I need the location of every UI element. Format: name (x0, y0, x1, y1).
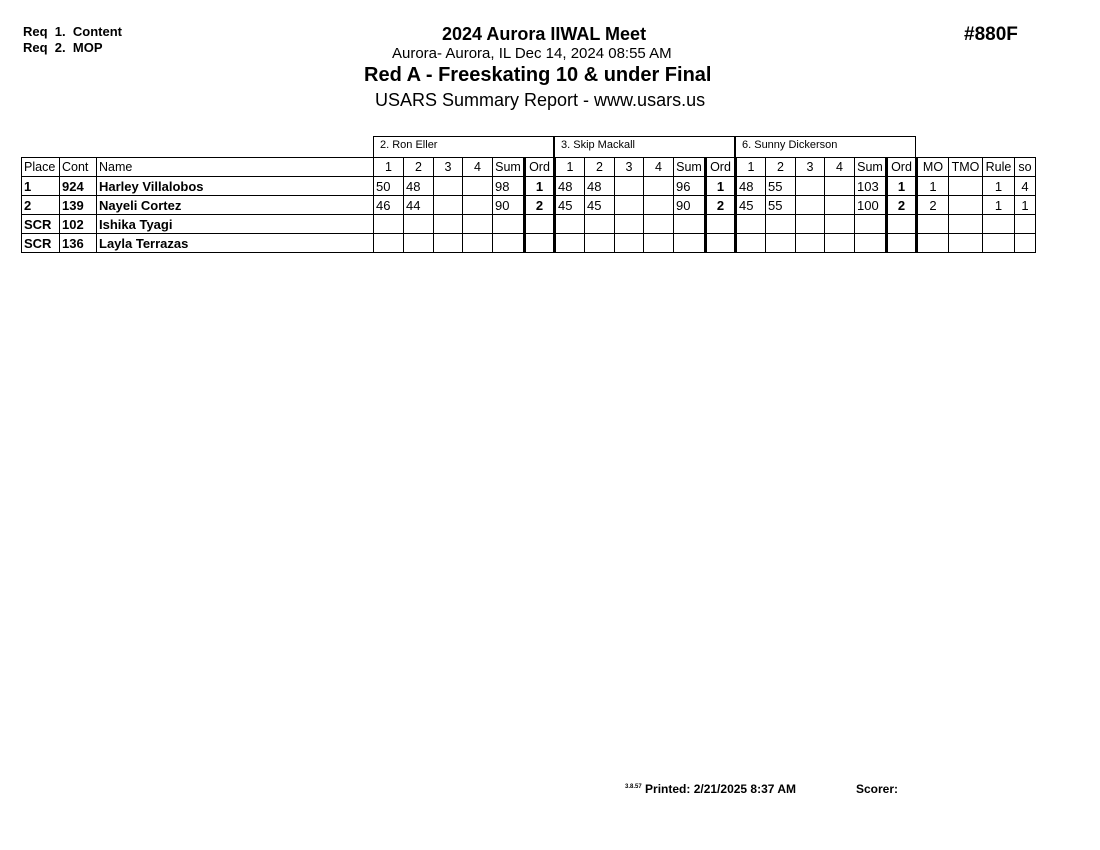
judge-name-3: 6. Sunny Dickerson (735, 136, 916, 157)
col-header-score-1: 1 (555, 158, 585, 177)
rule-cell (983, 234, 1015, 253)
score-cell (615, 234, 644, 253)
score-cell (374, 215, 404, 234)
place-cell: 2 (22, 196, 60, 215)
score-cell (736, 215, 766, 234)
col-header-sum: Sum (493, 158, 525, 177)
score-cell: 50 (374, 177, 404, 196)
name-cell: Ishika Tyagi (97, 215, 374, 234)
cont-cell: 924 (60, 177, 97, 196)
col-header-place: Place (22, 158, 60, 177)
score-cell (825, 215, 855, 234)
mo-cell (917, 215, 949, 234)
score-cell (825, 234, 855, 253)
version-label: 3.8.57 (625, 784, 642, 790)
table-row (22, 215, 1036, 234)
so-cell: 1 (1015, 196, 1036, 215)
judge-name-1: 2. Ron Eller (373, 136, 554, 157)
col-header-score-1: 1 (736, 158, 766, 177)
col-header-score-4: 4 (463, 158, 493, 177)
score-cell: 48 (585, 177, 615, 196)
mo-cell: 1 (917, 177, 949, 196)
score-cell (434, 234, 463, 253)
sum-cell (493, 215, 525, 234)
col-header-score-2: 2 (766, 158, 796, 177)
ord-cell (525, 215, 555, 234)
ord-cell: 2 (887, 196, 917, 215)
score-cell (644, 177, 674, 196)
ord-cell: 1 (887, 177, 917, 196)
cont-cell: 139 (60, 196, 97, 215)
so-cell (1015, 215, 1036, 234)
mo-cell: 2 (917, 196, 949, 215)
sum-cell (855, 215, 887, 234)
so-cell: 4 (1015, 177, 1036, 196)
sum-cell: 90 (493, 196, 525, 215)
ord-cell (887, 234, 917, 253)
scorer-label: Scorer: (856, 782, 899, 796)
col-header-sum: Sum (674, 158, 706, 177)
score-cell (463, 177, 493, 196)
col-header-mo: MO (917, 158, 949, 177)
score-cell (796, 234, 825, 253)
tmo-cell (949, 215, 983, 234)
score-cell (404, 215, 434, 234)
score-cell (555, 234, 585, 253)
score-cell: 46 (374, 196, 404, 215)
tmo-cell (949, 177, 983, 196)
score-cell (463, 215, 493, 234)
score-cell (644, 234, 674, 253)
requirements-list (23, 24, 122, 56)
score-cell (615, 215, 644, 234)
meet-title: 2024 Aurora IIWAL Meet (442, 24, 647, 44)
score-cell (434, 215, 463, 234)
score-cell (555, 215, 585, 234)
results-table (21, 157, 1036, 253)
name-cell: Nayeli Cortez (97, 196, 374, 215)
score-cell (644, 215, 674, 234)
score-cell (615, 196, 644, 215)
event-code: #880F (964, 24, 1018, 45)
score-cell (434, 177, 463, 196)
score-cell: 44 (404, 196, 434, 215)
cont-cell: 136 (60, 234, 97, 253)
col-header-so: so (1015, 158, 1036, 177)
score-cell (463, 234, 493, 253)
tmo-cell (949, 196, 983, 215)
mo-cell (917, 234, 949, 253)
table-row (22, 196, 1036, 215)
score-cell: 48 (555, 177, 585, 196)
rule-cell: 1 (983, 196, 1015, 215)
score-cell (796, 215, 825, 234)
sum-cell (493, 234, 525, 253)
score-cell: 45 (736, 196, 766, 215)
name-cell: Harley Villalobos (97, 177, 374, 196)
score-cell (825, 196, 855, 215)
col-header-rule: Rule (983, 158, 1015, 177)
sum-cell: 100 (855, 196, 887, 215)
judge-name-2: 3. Skip Mackall (554, 136, 735, 157)
col-header-score-2: 2 (404, 158, 434, 177)
ord-cell (525, 234, 555, 253)
requirement-item: Req 1. Content (23, 24, 122, 39)
cont-cell: 102 (60, 215, 97, 234)
ord-cell (706, 215, 736, 234)
sum-cell: 98 (493, 177, 525, 196)
score-cell (796, 196, 825, 215)
score-cell: 48 (736, 177, 766, 196)
sum-cell: 103 (855, 177, 887, 196)
col-header-name: Name (97, 158, 374, 177)
score-cell: 55 (766, 177, 796, 196)
place-cell: SCR (22, 215, 60, 234)
printed-footer (625, 782, 796, 796)
meet-location-date: Aurora- Aurora, IL Dec 14, 2024 08:55 AM (392, 45, 672, 62)
sum-cell (674, 215, 706, 234)
rule-cell: 1 (983, 177, 1015, 196)
event-title: Red A - Freeskating 10 & under Final (364, 64, 712, 86)
report-title: USARS Summary Report - www.usars.us (375, 90, 706, 110)
sum-cell (674, 234, 706, 253)
score-cell: 48 (404, 177, 434, 196)
score-cell (796, 177, 825, 196)
score-cell (766, 215, 796, 234)
score-cell (585, 234, 615, 253)
col-header-sum: Sum (855, 158, 887, 177)
sum-cell: 96 (674, 177, 706, 196)
score-cell (766, 234, 796, 253)
col-header-cont: Cont (60, 158, 97, 177)
ord-cell (887, 215, 917, 234)
score-cell (644, 196, 674, 215)
col-header-score-2: 2 (585, 158, 615, 177)
score-cell: 55 (766, 196, 796, 215)
sum-cell: 90 (674, 196, 706, 215)
ord-cell: 2 (706, 196, 736, 215)
col-header-ord: Ord (525, 158, 555, 177)
table-row (22, 177, 1036, 196)
score-cell: 45 (585, 196, 615, 215)
place-cell: 1 (22, 177, 60, 196)
col-header-score-3: 3 (615, 158, 644, 177)
ord-cell (706, 234, 736, 253)
tmo-cell (949, 234, 983, 253)
sum-cell (855, 234, 887, 253)
col-header-tmo: TMO (949, 158, 983, 177)
score-cell (825, 177, 855, 196)
place-cell: SCR (22, 234, 60, 253)
name-cell: Layla Terrazas (97, 234, 374, 253)
col-header-ord: Ord (887, 158, 917, 177)
table-row (22, 234, 1036, 253)
score-cell (374, 234, 404, 253)
col-header-score-3: 3 (796, 158, 825, 177)
so-cell (1015, 234, 1036, 253)
score-cell (434, 196, 463, 215)
ord-cell: 2 (525, 196, 555, 215)
rule-cell (983, 215, 1015, 234)
col-header-score-4: 4 (825, 158, 855, 177)
score-cell (404, 234, 434, 253)
printed-timestamp: Printed: 2/21/2025 8:37 AM (645, 782, 796, 796)
ord-cell: 1 (706, 177, 736, 196)
col-header-score-4: 4 (644, 158, 674, 177)
score-cell (585, 215, 615, 234)
score-cell (615, 177, 644, 196)
header-row (22, 158, 1036, 177)
score-cell (463, 196, 493, 215)
col-header-ord: Ord (706, 158, 736, 177)
score-cell (736, 234, 766, 253)
col-header-score-3: 3 (434, 158, 463, 177)
requirement-item: Req 2. MOP (23, 40, 103, 55)
col-header-score-1: 1 (374, 158, 404, 177)
ord-cell: 1 (525, 177, 555, 196)
score-cell: 45 (555, 196, 585, 215)
